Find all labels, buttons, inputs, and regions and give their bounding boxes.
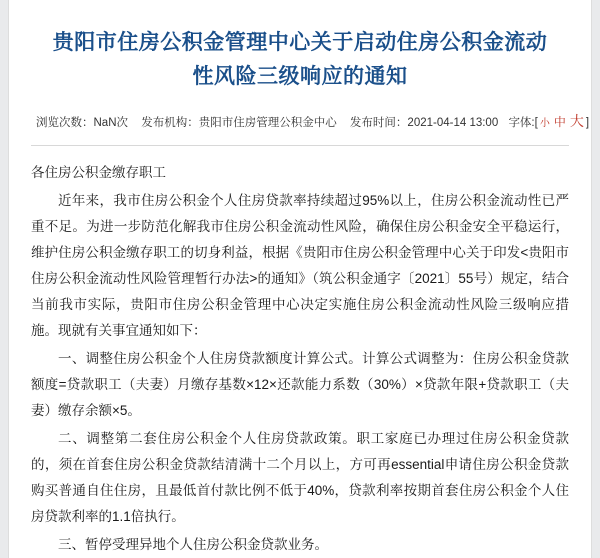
font-size-large-button[interactable]: 大 (569, 113, 584, 129)
publish-time-label: 发布时间： (349, 117, 408, 129)
document-paragraph: 三、暂停受理异地个人住房公积金贷款业务。 (58, 537, 328, 552)
font-size-switcher[interactable] (508, 112, 589, 133)
document-meta-bar (31, 112, 590, 133)
views-value: NaN次 (93, 117, 129, 129)
views-label: 浏览次数： (36, 117, 94, 129)
publisher-meta (141, 114, 337, 132)
font-size-close-bracket: ] (585, 117, 590, 129)
publisher-label: 发布机构： (141, 117, 199, 129)
document-body (31, 146, 569, 558)
publisher-value: 贵阳市住房管理公积金中心 (198, 117, 337, 129)
document-paragraph: 各住房公积金缴存职工 (31, 165, 166, 180)
document-paragraph: 二、调整第二套住房公积金个人住房贷款政策。职工家庭已办理过住房公积金贷款的，须在首套住房公积金贷款结清满十二个月以上，方可再essential申请住房公积金贷款购买普通自住住房，且最低首付款比例不低于40%，贷款利率按期首套住房公积金个人住房贷款利率的1.1倍执行。 (31, 431, 569, 524)
publish-time-meta (350, 114, 498, 132)
document-page (8, 0, 592, 558)
font-size-label: 字体:[ (508, 117, 538, 129)
publish-time-value: 2021-04-14 13:00 (407, 117, 499, 129)
font-size-small-button[interactable]: 小 (539, 118, 550, 129)
page-title: 贵阳市住房公积金管理中心关于启动住房公积金流动性风险三级响应的通知 (52, 31, 548, 88)
document-paragraph: 一、调整住房公积金个人住房贷款额度计算公式。计算公式调整为：住房公积金贷款额度=贷款职工（夫妻）月缴存基数×12×还款能力系数（30%）×贷款年限+贷款职工（夫妻）缴存余额×5。 (31, 351, 569, 418)
font-size-medium-button[interactable]: 中 (553, 115, 566, 129)
document-paragraph: 近年来，我市住房公积金个人住房贷款率持续超过95%以上，住房公积金流动性已严重不足。为进一步防范化解我市住房公积金流动性风险，确保住房公积金安全平稳运行，维护住房公积金缴存职工的切身利益，根据《贵阳市住房公积金管理中心关于印发<贵阳市住房公积金流动性风险管理暂行办法>的通知》（筑公积金通字〔2021〕55号）规定，结合当前我市实际，贵阳市住房公积金管理中心决定实施住房公积金流动性风险三级响应措施。现就有关事宜通知如下： (31, 193, 569, 338)
views-meta (36, 114, 128, 132)
